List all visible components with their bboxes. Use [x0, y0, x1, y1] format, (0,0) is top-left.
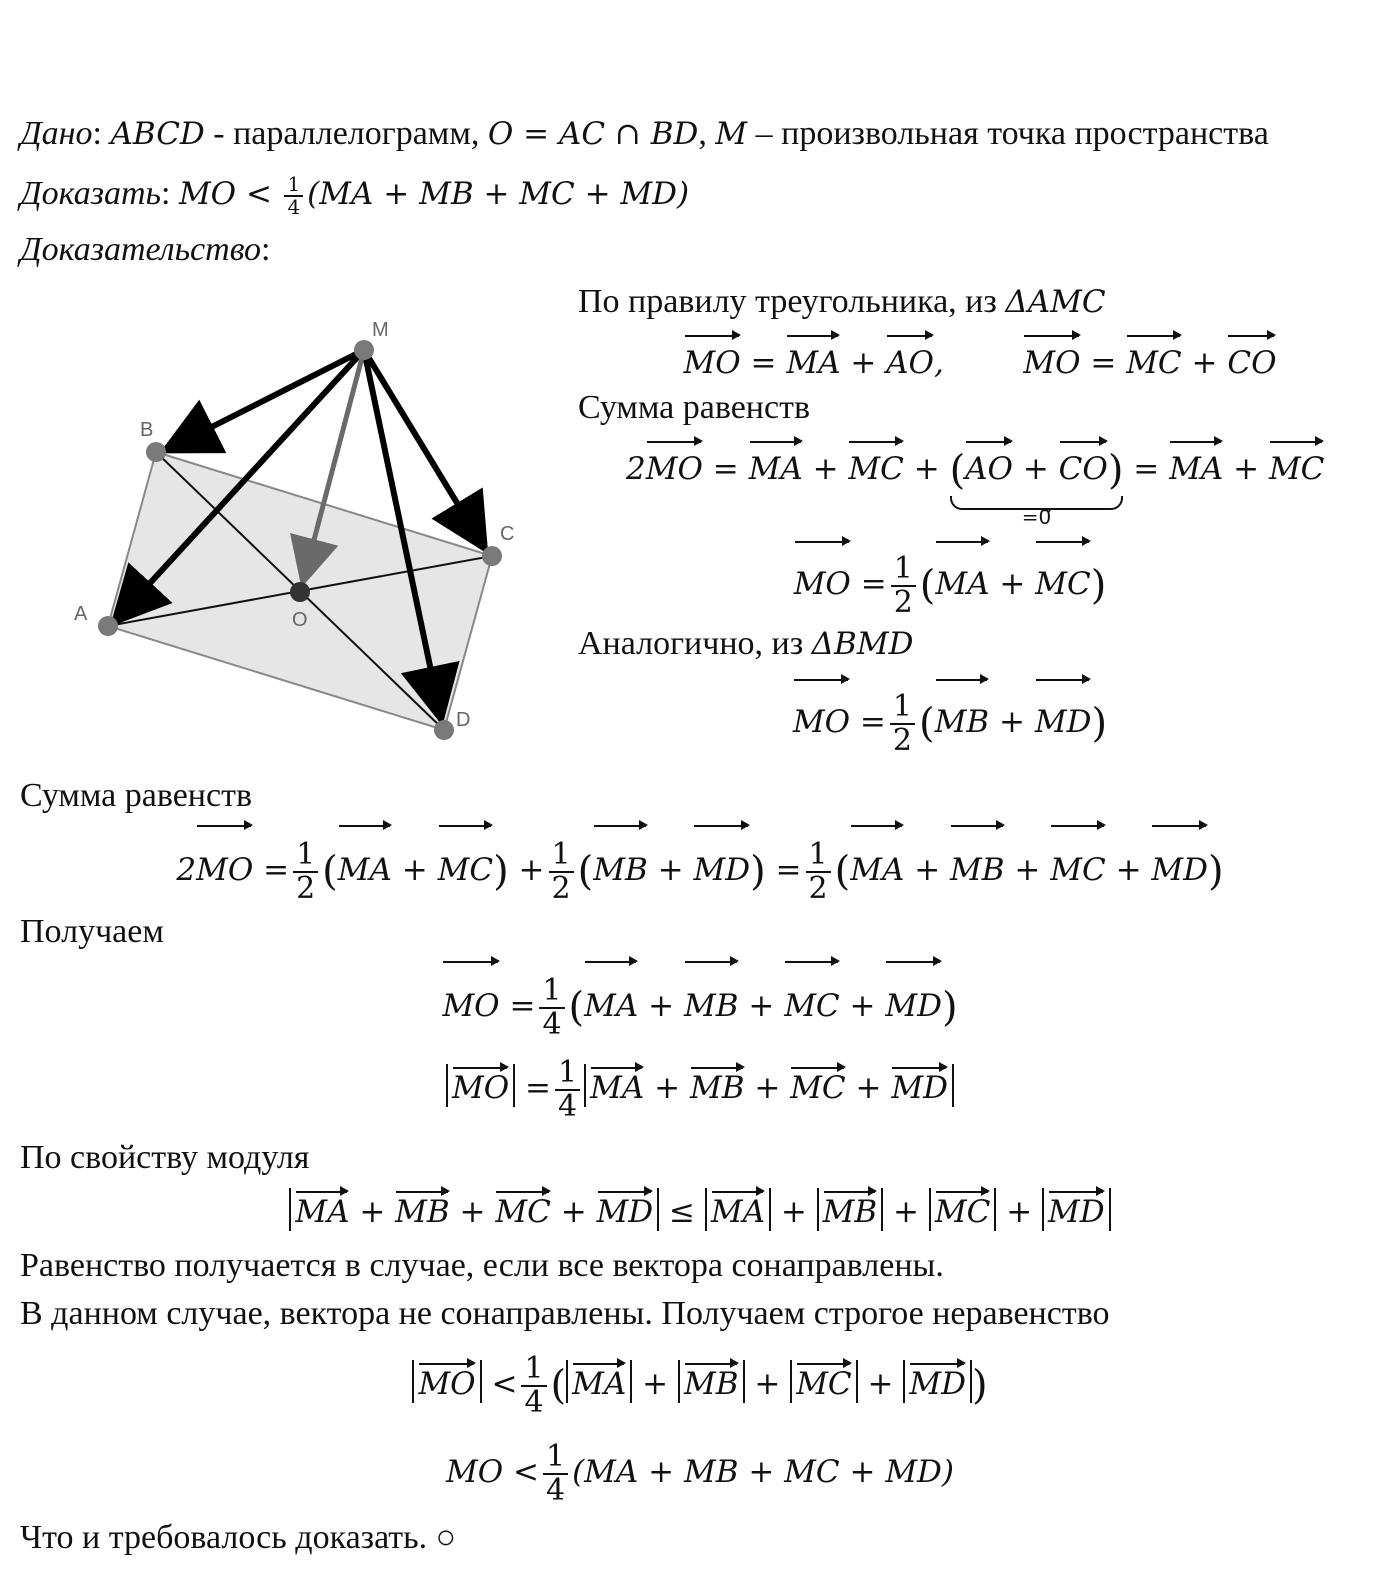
equation-strict-abs: MO < $\frac{1}{4}$ ( MA + MB + MC + MD ): [0, 1342, 1400, 1428]
point-m: [354, 340, 374, 360]
equation-abs-mo-quarter: MO = $\frac{1}{4}$ MA + MB + MC + MD: [0, 1046, 1400, 1130]
point-o: [290, 582, 310, 602]
label-a: A: [74, 603, 88, 625]
pyramid-figure: [60, 310, 540, 760]
equation-mo-half-ma-mc: MO = $\frac{1}{2}$ (MA + MC): [600, 538, 1300, 626]
we-get-label: Получаем: [20, 913, 164, 950]
equation-final: MO < $\frac{1}{4}$ (MA + MB + MC + MD): [445, 1439, 955, 1508]
sum-equations-2: Сумма равенств: [20, 777, 253, 814]
proof-label: Доказательство:: [20, 231, 271, 268]
similarly-line: Аналогично, из ΔBMD: [578, 625, 914, 662]
equation-mo-half-mb-md: MO = $\frac{1}{2}$ (MB + MD): [600, 676, 1300, 764]
given-o-def: O = AC ∩ BD: [487, 116, 699, 152]
point-b: [146, 442, 166, 462]
this-case-text: В данном случае, вектора не сонаправлены. Получаем строгое неравенство: [20, 1295, 1110, 1332]
prove-label: Доказать: [20, 175, 161, 212]
equality-case-text: Равенство получается в случае, если все вектора сонаправлены.: [20, 1247, 944, 1284]
qed-text: Что и требовалось доказать. ○: [20, 1519, 457, 1556]
label-c: C: [500, 523, 515, 545]
equation-mo-ma-ao: MO = MA + AO, MO = MC + CO: [560, 332, 1400, 388]
sum-equations-1: Сумма равенств: [578, 389, 811, 426]
given-text-2: – произвольная точка пространства: [747, 115, 1269, 152]
vector-mb: [170, 350, 364, 448]
zero-vector-label: =0⃗: [1021, 504, 1052, 529]
given-text-1: - параллелограмм,: [204, 115, 488, 152]
point-a: [98, 616, 118, 636]
label-b: B: [140, 419, 154, 441]
point-c: [482, 546, 502, 566]
equation-mo-quarter: MO = $\frac{1}{4}$ (MA + MB + MC + MD): [0, 958, 1400, 1050]
brace-ao-co: (AO + CO) =0⃗: [950, 438, 1124, 496]
given-label: Дано: [20, 115, 93, 152]
equation-triangle-inequality: MA + MB + MC + MD ≤ MA + MB + MC + MD: [0, 1184, 1400, 1240]
given-figure: ABCD: [110, 116, 205, 152]
equation-2mo: 2MO = MA + MC + (AO + CO) =0⃗ = MA + MC: [626, 438, 1324, 496]
equation-2mo-combined: 2MO = $\frac{1}{2}$ (MA + MC) + $\frac{1}{2}$ (MB + MD) = $\frac{1}{2}$ (MA + MB + MC + MD): [0, 822, 1400, 914]
modulus-property-label: По свойству модуля: [20, 1139, 310, 1176]
label-m: M: [372, 319, 389, 341]
prove-rhs: (MA + MB + MC + MD): [307, 176, 690, 212]
given-line: Дано: ABCD - параллелограмм, O = AC ∩ BD, M – произвольная точка пространства: [20, 115, 1269, 152]
label-d: D: [456, 709, 471, 731]
prove-lhs: MO <: [178, 176, 272, 212]
prove-fraction: $\frac{1}{4}$: [284, 174, 303, 218]
label-o: O: [292, 609, 308, 631]
point-d: [434, 720, 454, 740]
prove-line: Доказать: MO < $\frac{1}{4}$ (MA + MB + MC + MD): [20, 172, 690, 220]
triangle-rule-line: По правилу треугольника, из ΔAMC: [578, 283, 1106, 320]
given-m-name: M: [715, 116, 748, 152]
